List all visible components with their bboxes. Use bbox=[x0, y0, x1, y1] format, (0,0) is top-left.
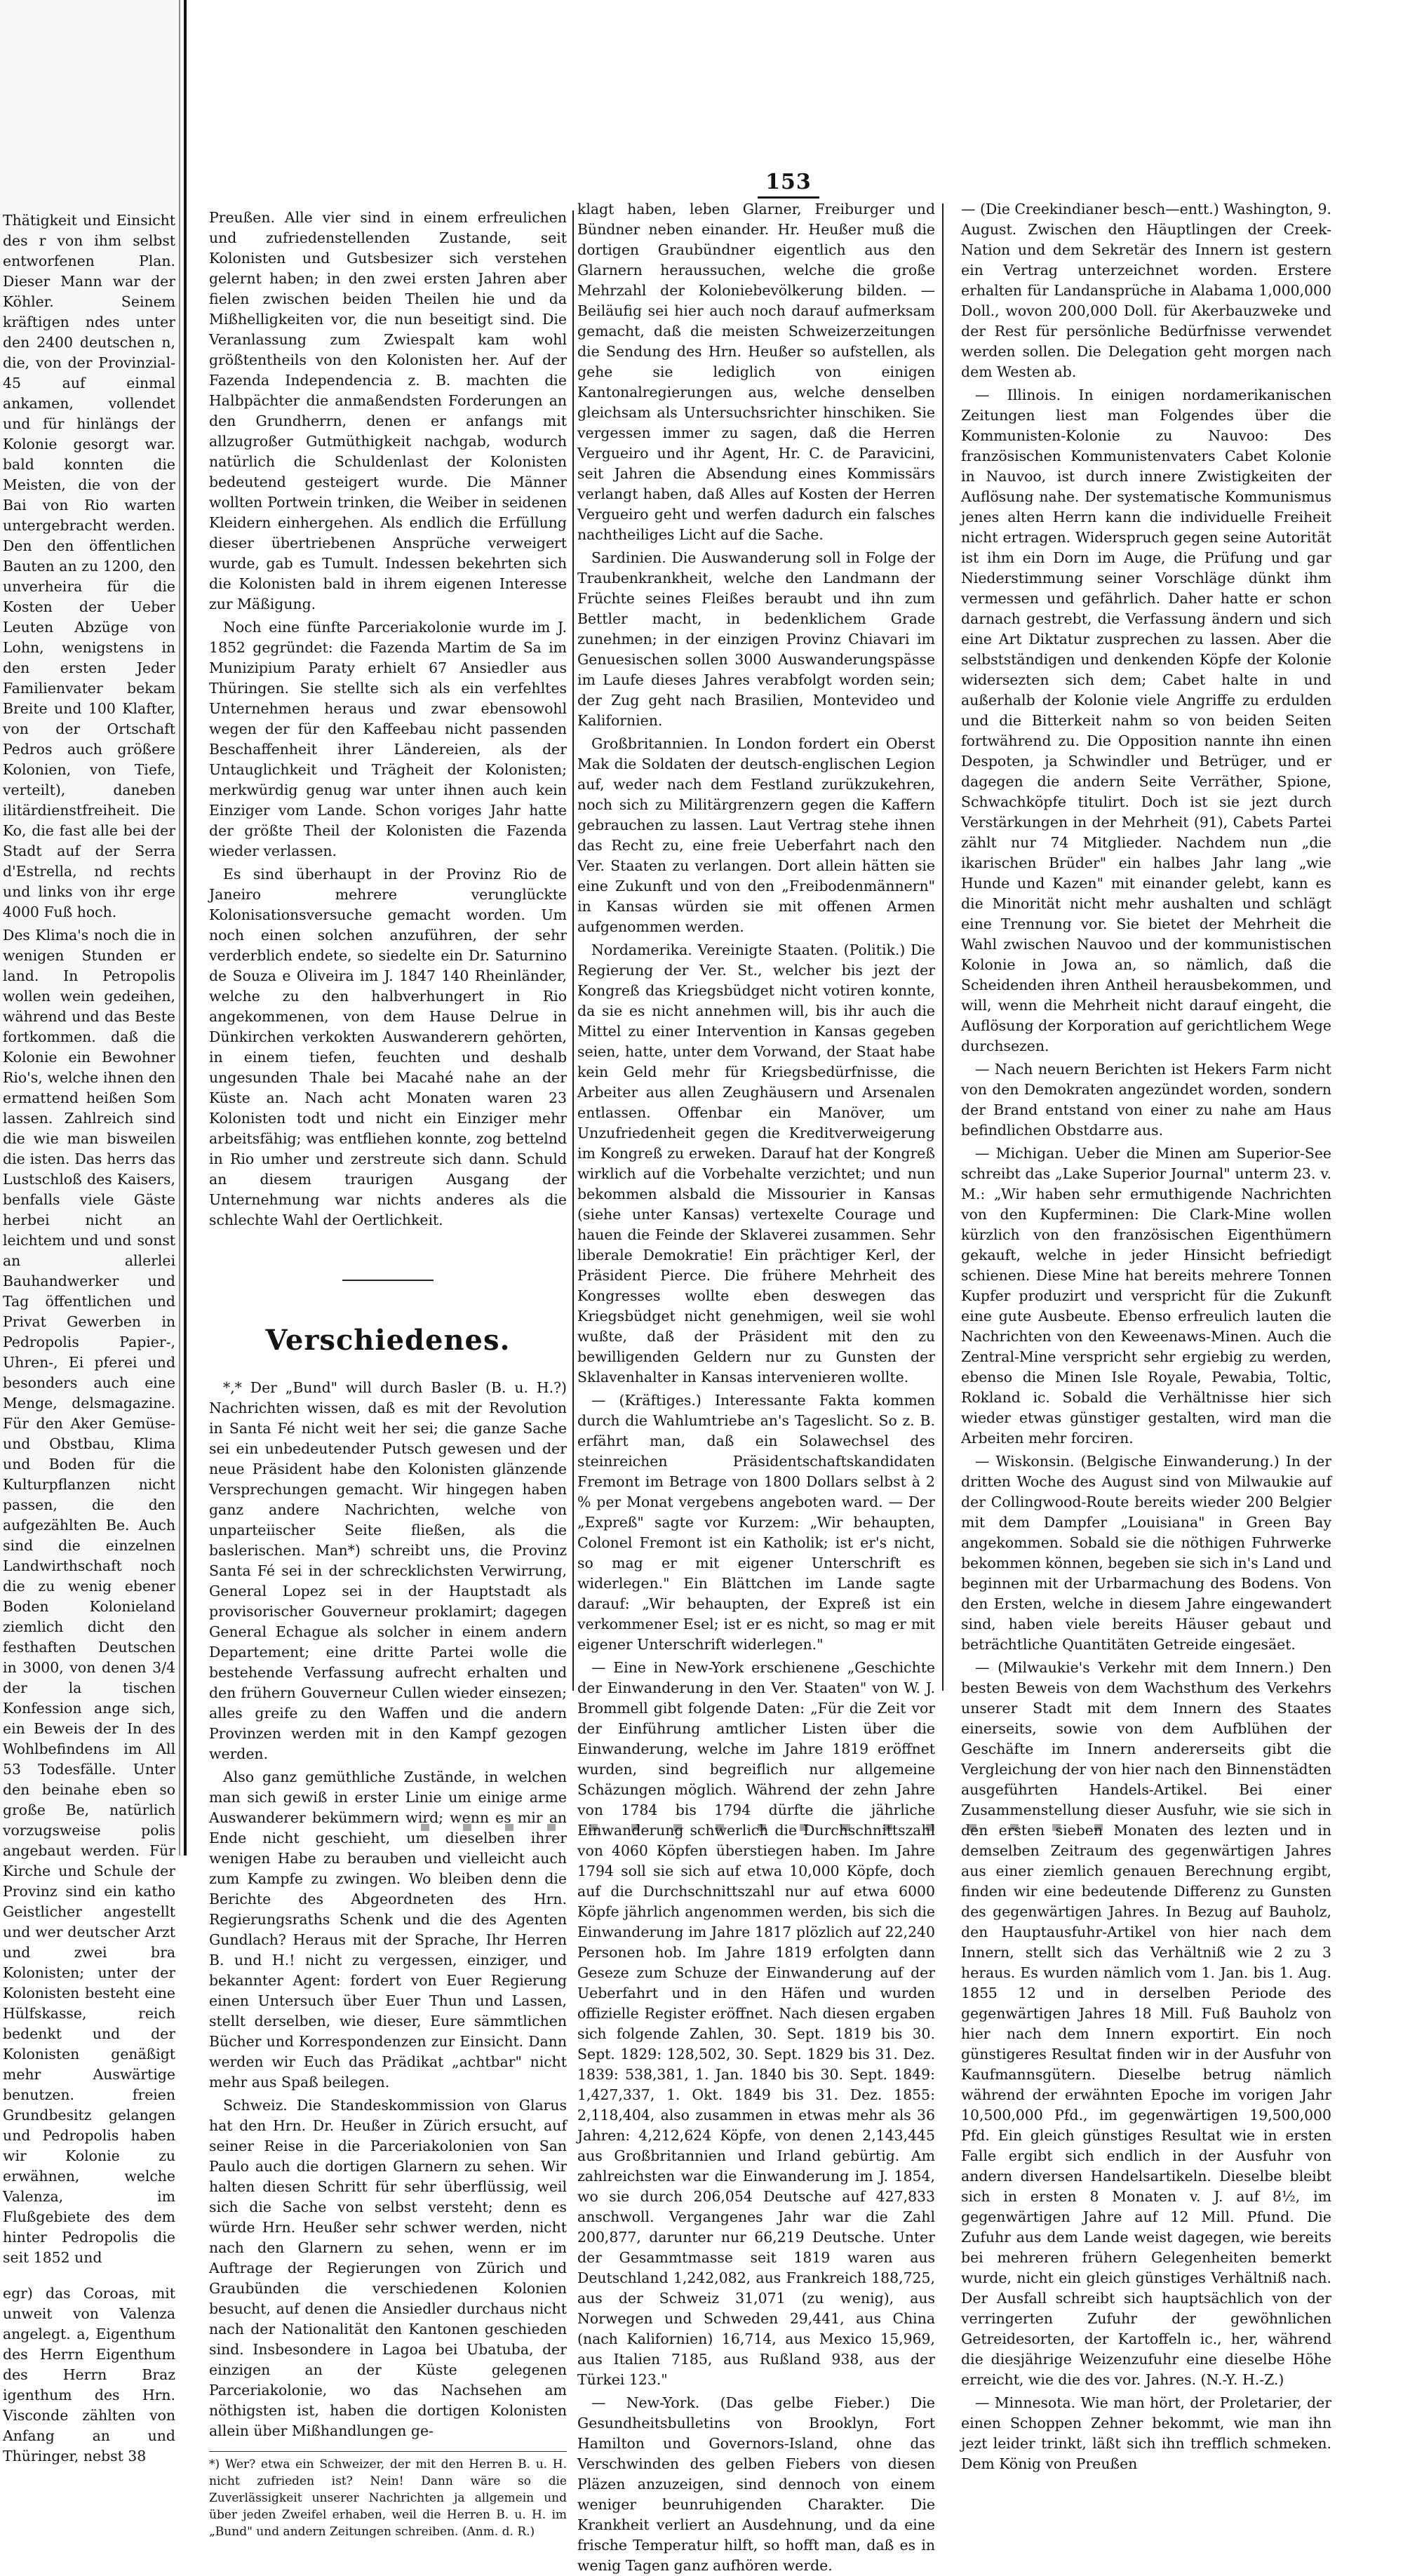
page-number-underline bbox=[758, 196, 819, 199]
paragraph: — Minnesota. Wie man hört, der Proletarier, der einen Schoppen Zehner bekommt, wie man ihn jezt leider trinkt, läßt sich ihn trefflich schmeken. Dem König von Preußen bbox=[961, 2394, 1331, 2472]
paragraph: Noch eine fünfte Parceriakolonie wurde im J. 1852 gegründet: die Fazenda Martim de Sa im Munizipium Paraty erhielt 67 Ansiedler aus Thüringen. Sie stellte sich als ein verfehltes Unternehmen heraus und zwar ebensowohl wegen der für den Kaffeebau nicht passenden Beschaffenheit ihrer Ländereien, als der Untauglichkeit und Trägheit der Kolonisten; merkwürdig genug war unter ihnen auch kein Einziger vom Lande. Schon voriges Jahr hatte der größte Theil der Kolonisten die Fazenda wieder verlassen. bbox=[209, 619, 567, 859]
paragraph: Schweiz. Die Standeskommission von Glarus hat den Hrn. Dr. Heußer in Zürich ersucht, auf seiner Reise in die Parceriakolonien von San Paulo auch die dortigen Glarnern zu sehen. Wir halten diesen Schritt für sehr überflüssig, weil sich die Sache von selbst versteht; denn es würde Hrn. Heußer sehr schwer werden, nicht nach den Glarnern zu sehen, wenn er im Auftrage der Regierungen von Zürich und Graubünden die verschiedenen Kolonien besucht, auf denen die Ansiedler durchaus nicht nach der Nationalität den Kantonen geschieden sind. Insbesondere in Lagoa bei Ubatuba, der einzigen an der Küste gelegenen Parceriakolonie, wo das Nachsehen am nöthigsten ist, haben die dortigen Kolonisten allein über Mißhandlungen ge- bbox=[209, 2097, 567, 2439]
paragraph: — Michigan. Ueber die Minen am Superior-See schreibt das „Lake Superior Journal" unterm 23. v. M.: „Wir haben sehr ermuthigende Nachrichten von den Kupferminen: Die Clark-Mine wollen kürzlich von den französischen Eigenthümern gekauft, welche in jeder Hinsicht befriedigt schienen. Diese Mine hat bereits mehrere Tonnen Kupfer produzirt und verspricht für die Zukunft eine gute Ausbeute. Ebenso erfreulich lauten die Nachrichten von den Keweenaws-Minen. Auch die Zentral-Mine verspricht sehr ergiebig zu werden, ebenso die Minen Isle Royale, Pewabia, Toltic, Rokland ic. Sobald die Verhältnisse hier sich wieder etwas günstiger gestalten, wird man die Arbeiten mehr forciren. bbox=[961, 1145, 1331, 1447]
paragraph: Des Klima's noch die in wenigen Stunden er land. In Petropolis wollen wein gedeihen, während und das Beste fortkommen. daß die Kolonie ein Bewohner Rio's, welche ihnen den ermattend heißen Som lassen. Zahlreich sind die wie man bisweilen die isten. Das herrs das Lustschloß des Kaisers, benfalls viele Gäste herbei nicht an leichtem und und sonst an allerlei Bauhandwerker und Tag öffentlichen und Privat Gewerben in Pedropolis Papier-, Uhren-, Ei pferei und besonders auch eine Menge, delsmagazine. Für den Aker Gemüse- und Obstbau, Klima und Boden für die Kulturpflanzen nicht passen, die den aufgezählten Be. Auch sind die einzelnen Landwirthschaft noch die zu wenig ebener Boden Kolonieland ziemlich dicht den festhaften Deutschen in 3000, von denen 3/4 der la tischen Konfession ange sich, ein Beweis der In des Wohlbefindens im All 53 Todesfälle. Unter den beinahe eben so große Be, natürlich vorzugsweise polis angebaut werden. Für Kirche und Schule der Provinz sind ein katho Geistlicher angestellt und wer deutscher Arzt und zwei bra Kolonisten; unter der Kolonisten besteht eine Hülfskasse, reich bedenkt und der Kolonisten genäßigt mehr Auswärtige benutzen. freien Grundbesitz gelangen und Pedropolis haben wir Kolonie zu erwähnen, welche Valenza, im Flußgebiete des dem hinter Pedropolis die seit 1852 und bbox=[3, 927, 175, 2266]
paragraph: Sardinien. Die Auswanderung soll in Folge der Traubenkrankheit, welche den Landmann der Früchte seines Fleißes beraubt und ihn zum Bettler macht, in bedenklichem Grade zunehmen; in der einzigen Provinz Chiavari im Genuesischen sollen 3000 Auswanderungspässe im Laufe dieses Jahres verabfolgt worden sein; der Zug geht nach Brasilien, Montevideo und Kalifornien. bbox=[577, 549, 935, 729]
paragraph: Nordamerika. Vereinigte Staaten. (Politik.) Die Regierung der Ver. St., welcher bis jezt der Kongreß das Kriegsbüdget nicht votiren konnte, da sie es nicht annehmen will, bis ihr auch die Mittel zu einer Intervention in Kansas gegeben seien, hatte, unter dem Vorwand, der Staat habe kein Geld mehr für Kriegsbedürfnisse, die Arbeiter aus allen Zeughäusern und Arsenalen entlassen. Offenbar ein Manöver, um Unzufriedenheit gegen die Kreditverweigerung im Kongreß zu erweken. Darauf hat der Kongreß wirklich auf die Vorbehalte verzichtet; und nun bekommen alsbald die Missourier in Kansas (siehe unter Kansas) vertexelte Courage und hauen die Feinde der Sklaverei zusammen. Sehr liberale Demokratie! Ein prächtiger Kerl, der Präsident Pierce. Die frühere Mehrheit des Kongresses wollte eben deswegen das Kriegsbüdget nicht genehmigen, weil sie wohl wußte, daß der Präsident mit den zu bewilligenden Geldern nur zu Gunsten der Sklavenhalter in Kansas intervenieren wollte. bbox=[577, 941, 935, 1386]
section-heading: Verschiedenes. bbox=[265, 1324, 511, 1357]
page-number: 153 bbox=[765, 170, 812, 194]
scan-artifact bbox=[421, 1824, 1122, 1831]
footnote: *) Wer? etwa ein Schweizer, der mit den Herren B. u. H. nicht zufrieden ist? Nein! Dann wäre so die Zuverlässigkeit unserer Nachrichten ja allgemein und über jeden Zweifel erhaben, weil die Herren B. u. H. im „Bund" und andern Zeitungen schreiben. (Anm. d. R.) bbox=[209, 2451, 567, 2540]
paragraph: — New-York. (Das gelbe Fieber.) Die Gesundheitsbulletins von Brooklyn, Fort Hamilton und Governors-Island, ohne das Verschwinden des gelben Fiebers von diesen Pläzen anzuzeigen, sind dennoch von einem weniger beunruhigenden Charakter. Die Krankheit verliert an Ausdehnung, und da eine frische Temperatur hilft, so hofft man, daß es in wenig Tagen ganz aufhören werde. bbox=[577, 2394, 935, 2574]
paragraph: egr) das Coroas, mit unweit von Valenza angelegt. a, Eigenthum des Herrn Eigenthum des Herrn Braz igenthum des Hrn. Visconde zählten von Anfang an und Thüringer, nebst 38 bbox=[3, 2285, 175, 2464]
column-divider bbox=[572, 210, 574, 1691]
column-divider bbox=[942, 203, 944, 1691]
column-1 bbox=[209, 208, 567, 2539]
column-left-fragment bbox=[3, 210, 175, 2464]
paragraph: — (Kräftiges.) Interessante Fakta kommen durch die Wahlumtriebe an's Tageslicht. So z. B. erfährt man, daß ein Solawechsel des steinreichen Präsidentschaftskandidaten Fremont im Betrage von 1800 Dollars selbst à 2 % per Monat vergebens angeboten ward. — Der „Expreß" sagte vor Kurzem: „Wir behaupten, Colonel Fremont ist ein Katholik; ist er's nicht, so mag er mit eigener Unterschrift es widerlegen." Ein Blättchen im Lande sagte darauf: „Wir behaupten, der Expreß ist ein verkommener Esel; ist er es nicht, so mag er mit eigener Unterschrift widerlegen." bbox=[577, 1392, 935, 1653]
column-3 bbox=[961, 199, 1331, 2472]
paragraph: Thätigkeit und Einsicht des r von ihm selbst entworfenen Plan. Dieser Mann war der Köhler. Seinem kräftigen ndes unter den 2400 deutschen n, die, von der Provinzial-45 auf einmal ankamen, vollendet und für hinlängs der Kolonie gesorgt war. bald konnten die Meisten, die von der Bai von Rio warten untergebracht werden. Den den öffentlichen Bauten an zu 1200, den unverheira für die Kosten der Ueber Leuten Abzüge von Lohn, wenigstens in den ersten Jeder Familienvater bekam Breite und 100 Klafter, von der Ortschaft Pedros auch größere Kolonien, von Tiefe, verteilt), daneben ilitärdienstfreiheit. Die Ko, die fast alle bei der Stadt auf der Serra d'Estrella, nd rechts und links von ihr erge 4000 Fuß hoch. bbox=[3, 212, 175, 920]
paragraph: Also ganz gemüthliche Zustände, in welchen man sich gewiß in erster Linie um einige arme Auswanderer bekümmern wird; wenn es mir an Ende nicht geschieht, um dieselben ihrer wenigen Habe zu berauben und vielleicht auch zum Kampfe zu zwingen. Wo bleiben denn die Berichte des Abgeordneten des Hrn. Regierungsraths Schenk und die des Agenten Gundlach? Heraus mit der Sprache, Ihr Herren B. und H.! nicht zu vergessen, einziger, und bekannter Agent: fordert von Euer Regierung einen Untersuch über Euer Thun und Lassen, stellt derselben, wie dieser, Eure sämmtlichen Bücher und Korrespondenzen zur Einsicht. Dann werden wir Euch das Prädikat „achtbar" nicht mehr aus Spaß beilegen. bbox=[209, 1769, 567, 2091]
paragraph: — Eine in New-York erschienene „Geschichte der Einwanderung in den Ver. Staaten" von W. J. Brommell gibt folgende Daten: „Für die Zeit vor der Einführung amtlicher Listen über die Einwanderung, welche im Jahre 1819 eröffnet wurden, sind begreiflich nur allgemeine Schäzungen möglich. Während der zehn Jahre von 1784 bis 1794 dürfte die jährliche Einwanderung schwerlich die Durchschnittszahl von 4060 Köpfen überstiegen haben. Im Jahre 1794 soll sie sich auf etwa 10,000 Köpfe, doch auf die Durchschnittszahl nur auf etwa 6000 Köpfe jährlich angenommen werden, bis sich die Einwanderung im Jahre 1817 plözlich auf 22,240 Personen hob. Im Jahre 1819 erfolgten dann Geseze zum Schuze der Einwanderung auf der Ueberfahrt und in den Häfen und wurden offizielle Register eröffnet. Nach diesen ergaben sich folgende Zahlen, 30. Sept. 1819 bis 30. Sept. 1829: 128,502, 30. Sept. 1829 bis 31. Dez. 1839: 538,381, 1. Jan. 1840 bis 30. Sept. 1849: 1,427,337, 1. Okt. 1849 bis 31. Dez. 1855: 2,118,404, also zusammen in etwas mehr als 36 Jahren: 4,212,624 Köpfe, von denen 2,143,445 aus Großbritannien und Irland gebürtig. Am zahlreichsten war die Einwanderung im J. 1854, wo sie durch 206,054 Deutsche auf 427,833 anschwoll. Vergangenes Jahr war die Zahl 200,877, darunter nur 66,219 Deutsche. Unter der Gesammtmasse seit 1819 waren aus Deutschland 1,242,082, aus Frankreich 188,725, aus der Schweiz 31,071 (zu wenig), aus Norwegen und Schweden 29,441, aus China (nach Kalifornien) 16,714, aus Mexico 15,969, aus Italien 7185, aus Rußland 938, aus der Türkei 123." bbox=[577, 1659, 935, 2388]
section-divider-rule bbox=[342, 1280, 434, 1281]
paragraph: Es sind überhaupt in der Provinz Rio de Janeiro mehrere verunglückte Kolonisationsversuche gemacht worden. Um noch einen solchen anzuführen, der sehr verderblich endete, so siedelte ein Dr. Saturnino de Souza e Oliveira im J. 1847 140 Rheinländer, welche zu den halbverhungert in Rio angekommenen, von dem Hause Delrue in Dünkirchen verkokten Auswanderern gehörten, in einem tiefen, feuchten und deshalb ungesunden Thale bei Macahé nahe an der Küste an. Nach acht Monaten waren 23 Kolonisten todt und nicht ein Einziger mehr arbeitsfähig; was entfliehen konnte, zog bettelnd in Rio umher und zerstreute sich dann. Schuld an diesem traurigen Ausgang der Unternehmung war nichts anderes als die schlechte Wahl der Oertlichkeit. bbox=[209, 866, 567, 1228]
column-2 bbox=[577, 199, 935, 2574]
paragraph: — (Milwaukie's Verkehr mit dem Innern.) Den besten Beweis von dem Wachsthum des Verkehrs unserer Stadt mit dem Innern des Staates einerseits, sowie von dem Aufblühen der Geschäfte im Innern andererseits gibt die Vergleichung der von hier nach den Binnenstädten ausgeführten Handels-Artikel. Bei einer Zusammenstellung dieser Ausfuhr, wie sie sich in den ersten sieben Monaten des lezten und in demselben Zeitraum des gegenwärtigen Jahres aus einer ziemlich genauen Berechnung ergibt, finden wir eine bedeutende Differenz zu Gunsten des gegenwärtigen Jahres. In Bezug auf Bauholz, den Hauptausfuhr-Artikel von hier nach dem Innern, stellt sich das Verhältniß wie 2 zu 3 heraus. Es wurden nämlich vom 1. Jan. bis 1. Aug. 1855 12 und in derselben Periode des gegenwärtigen Jahres 18 Mill. Fuß Bauholz von hier nach dem Innern exportirt. Ein noch günstigeres Resultat finden wir in der Ausfuhr von Kaufmannsgütern. Dieselbe betrug nämlich während der erwähnten Epoche im vorigen Jahr 10,500,000 Pfd., im gegenwärtigen 19,500,000 Pfd. Ein gleich günstiges Resultat wie in ersten Falle ergibt sich endlich in der Ausfuhr von andern diversen Handelsartikeln. Dieselbe bleibt sich in ersten 8 Monaten v. J. auf 8½, im gegenwärtigen Jahre auf 12 Mill. Pfund. Die Zufuhr aus dem Lande weist dagegen, wie bereits bei mehreren frühern Gelegenheiten bemerkt wurde, nicht ein gleich günstiges Verhältniß nach. Der Ausfall schreibt sich hauptsächlich von der verringerten Zufuhr der gewöhnlichen Getreidesorten, der Kartoffeln ic., her, während die diesjährige Weizenzufuhr eine dieselbe Höhe erreicht, wie die des vor. Jahres. (N.-Y. H.-Z.) bbox=[961, 1659, 1331, 2388]
page-gutter-rule bbox=[184, 0, 187, 1856]
paragraph: — Nach neuern Berichten ist Hekers Farm nicht von den Demokraten angezündet worden, sondern der Brand entstand von einer zu nahe am Haus befindlichen Obstdarre aus. bbox=[961, 1061, 1331, 1139]
paragraph: *,* Der „Bund" will durch Basler (B. u. H.?) Nachrichten wissen, daß es mit der Revolution in Santa Fé nicht weit her sei; die ganze Sache sei ein unbedeutender Putsch gewesen und der neue Präsident habe den Kolonisten glänzende Versprechungen gemacht. Wir hingegen haben ganz andere Nachrichten, welche von unparteiischer Seite fließen, als die baslerischen. Man*) schreibt uns, die Provinz Santa Fé sei in der schrecklichsten Verwirrung, General Lopez sei in der Hauptstadt als provisorischer Gouverneur proklamirt; dagegen General Echague als solcher in einem andern Departement; eine dritte Partei wolle die bestehende Verfassung aufrecht erhalten und den frühern Gouverneur Cullen wieder einsezen; alles greife zu den Waffen und die andern Provinzen werden mit in den Kampf gezogen werden. bbox=[209, 1379, 567, 1762]
paragraph: klagt haben, leben Glarner, Freiburger und Bündner neben einander. Hr. Heußer muß die dortigen Graubündner eigentlich aus den Glarnern heraussuchen, welche die große Mehrzahl der Koloniebevölkerung bilden. — Beiläufig sei hier auch noch darauf aufmerksam gemacht, daß die meisten Schweizerzeitungen die Sendung des Hrn. Heußer so aufstellen, als gehe sie lediglich von einigen Kantonalregierungen aus, welche denselben gleichsam als Untersuchsrichter hinschiken. Sie vergessen immer zu sagen, daß die Herren Vergueiro und ihr Agent, Hr. C. de Paravicini, seit Jahren die Absendung eines Kommissärs verlangt haben, daß Alles auf Kosten der Herren Vergueiro geht und werfen dadurch ein falsches nachtheiliges Licht auf die Sache. bbox=[577, 201, 935, 543]
paragraph: — (Die Creekindianer besch—entt.) Washington, 9. August. Zwischen den Häuptlingen der Creek-Nation und dem Sekretär des Innern ist gestern ein Vertrag unterzeichnet worden. Erstere erhalten für Landansprüche in Alabama 1,000,000 Doll., wovon 200,000 Doll. für Akerbauzweke und der Rest für persönliche Bedürfnisse verwendet werden sollen. Die Delegation geht morgen nach dem Westen ab. bbox=[961, 201, 1331, 380]
page-gutter-shadow bbox=[179, 0, 180, 1856]
paragraph: — Wiskonsin. (Belgische Einwanderung.) In der dritten Woche des August sind von Milwaukie auf der Collingwood-Route bereits wieder 200 Belgier mit dem Dampfer „Louisiana" in Green Bay angekommen. Sobald sie die nöthigen Fuhrwerke bekommen können, begeben sie sich in's Land und beginnen mit der Urbarmachung des Bodens. Von den Ersten, welche in diesem Jahre eingewandert sind, haben viele bereits Häuser gebaut und beträchtliche Quantitäten Getreide eingesäet. bbox=[961, 1453, 1331, 1653]
paragraph: — Illinois. In einigen nordamerikanischen Zeitungen liest man Folgendes über die Kommunisten-Kolonie zu Nauvoo: Des französischen Kommunistenvaters Cabet Kolonie in Nauvoo, ist durch innere Zwistigkeiten der Auflösung nahe. Der systematische Kommunismus jenes alten Herrn kann die individuelle Freiheit nicht ertragen. Widerspruch gegen seine Autorität ist ihm ein Dorn im Auge, die Prüfung und gar Niederstimmung seiner Vorschläge dünkt ihm vermessen und gefährlich. Daher hatte er schon darnach gestrebt, die Verfassung ändern und sich eine Art Diktatur zusprechen zu lassen. Aber die selbstständigen und denkenden Köpfe der Kolonie widersezten sich dem; Cabet halte in und außerhalb der Kolonie viele Angriffe zu erdulden und die Bitterkeit nahm so von beiden Seiten fortwährend zu. Die Opposition nannte ihn einen Despoten, ja Schwindler und Betrüger, und er dagegen die andern Seite Verräther, Spione, Schwachköpfe titulirt. Doch ist sie jezt durch Verstärkungen in der Mehrheit (91), Cabets Partei zählt nur 74 Mitglieder. Nachdem nun „die ikarischen Brüder" ein halbes Jahr lang „wie Hunde und Kazen" mit einander gelebt, kann es die Minorität nicht mehr aushalten und schlägt eine Trennung vor. Sie bietet der Mehrheit die Wahl zwischen Nauvoo und der kommunistischen Kolonie in Jowa an, so nämlich, daß die Scheidenden ihren Antheil herausbekommen, und will, wenn die Mehrheit nicht darauf eingeht, die Auflösung der Korporation auf gerichtlichem Wege durchsezen. bbox=[961, 387, 1331, 1054]
paragraph: Preußen. Alle vier sind in einem erfreulichen und zufriedenstellenden Zustande, seit Kolonisten und Gutsbesizer sich verstehen gelernt haben; in den zwei ersten Jahren aber fielen zwischen beiden Theilen hie und da Mißhelligkeiten vor, die nun beseitigt sind. Die Veranlassung zum Zwiespalt kam wohl größtentheils von den Kolonisten her. Auf der Fazenda Independencia z. B. machten die Halbpächter die anmaßendsten Forderungen an den Grundherrn, denen er anfangs mit allzugroßer Gutmüthigkeit nachgab, wodurch natürlich die Schuldenlast der Kolonisten bedeutend gesteigert wurde. Die Männer wollten Portwein trinken, die Weiber in seidenen Kleidern einhergehen. Als endlich die Erfüllung dieser übertriebenen Ansprüche verweigert wurde, gab es Tumult. Indessen bekehrten sich die Kolonisten bald in ihrem eigenen Interesse zur Mäßigung. bbox=[209, 209, 567, 612]
paragraph: Großbritannien. In London fordert ein Oberst Mak die Soldaten der deutsch-englischen Legion auf, weder nach dem Festland zurükzukehren, noch sich zu Militärgrenzern gegen die Kaffern gebrauchen zu lassen. Laut Vertrag stehe ihnen das Recht zu, eine freie Ueberfahrt nach den Ver. Staaten zu verlangen. Dort allein hätten sie eine Zukunft und von den „Freibodenmännern" in Kansas würden sie mit offenen Armen aufgenommen werden. bbox=[577, 735, 935, 935]
